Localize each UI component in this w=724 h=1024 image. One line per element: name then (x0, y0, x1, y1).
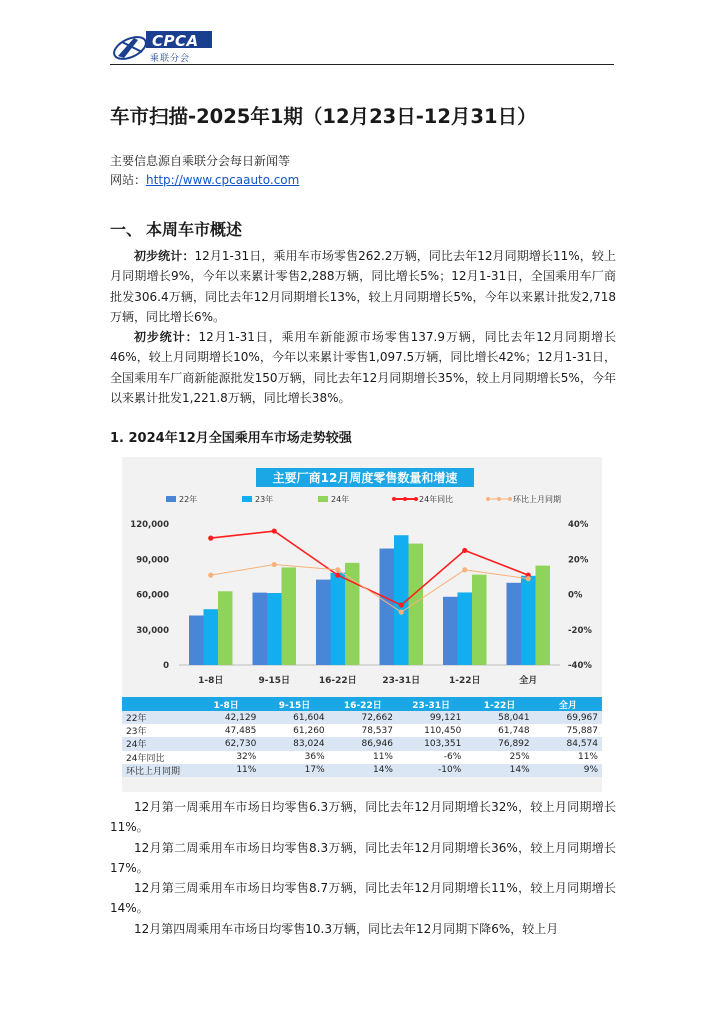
line-point (208, 536, 213, 541)
row-label: 23年 (122, 724, 192, 737)
bar-22年 (443, 597, 458, 665)
legend-swatch (318, 496, 328, 502)
legend-label: 24年 (331, 495, 350, 504)
table-cell: 14% (329, 764, 397, 777)
table-cell: 83,024 (260, 737, 328, 750)
table-cell: 86,946 (329, 737, 397, 750)
table-cell: 58,041 (465, 711, 533, 724)
y-tick-label: 90,000 (136, 555, 169, 566)
y-tick-label: 60,000 (136, 590, 169, 601)
overview-paragraph-retail (110, 246, 616, 327)
bar-22年 (316, 580, 331, 665)
row-label: 环比上月同期 (122, 764, 192, 777)
legend-swatch (242, 496, 252, 502)
legend-marker (403, 497, 407, 501)
table-cell: 78,537 (329, 724, 397, 737)
week-4-text: 12月第四周乘用车市场日均零售10.3万辆，同比去年12月同期下降6%，较上月 (134, 921, 559, 936)
section-title: 本周车市概述 (146, 220, 243, 239)
line-point (462, 567, 467, 572)
table-header-cell: 全月 (534, 697, 602, 711)
table-cell: 11% (534, 751, 602, 764)
table-header-row (122, 697, 602, 711)
legend-marker (508, 497, 512, 501)
table-header-cell: 9-15日 (260, 697, 328, 711)
chart-title: 主要厂商12月周度零售数量和增速 (272, 471, 458, 485)
table-cell: 99,121 (397, 711, 465, 724)
weekly-summary (110, 797, 616, 939)
table-cell: 76,892 (465, 737, 533, 750)
bar-22年 (253, 593, 268, 665)
table-cell: 11% (329, 751, 397, 764)
bar-24年 (472, 575, 487, 665)
table-cell: 75,887 (534, 724, 602, 737)
table-row (122, 737, 602, 750)
bar-23年 (521, 576, 536, 665)
table-cell: 36% (260, 751, 328, 764)
legend-label: 23年 (255, 495, 274, 504)
table-cell: 84,574 (534, 737, 602, 750)
overview-paragraph-nev (110, 327, 616, 408)
table-cell: 25% (465, 751, 533, 764)
line-point (208, 573, 213, 578)
y2-tick-label: 20% (568, 555, 589, 566)
table-row (122, 751, 602, 764)
table-cell: 47,485 (192, 724, 260, 737)
bar-22年 (380, 549, 395, 665)
table-cell: 62,730 (192, 737, 260, 750)
y-tick-label: 120,000 (130, 520, 169, 530)
source-line: 主要信息源自乘联分会每日新闻等 (110, 154, 291, 168)
bar-24年 (345, 563, 360, 665)
legend-marker (392, 497, 396, 501)
week-2-text: 12月第二周乘用车市场日均零售8.3万辆，同比去年12月同期增长36%，较上月同期增长17%。 (110, 840, 616, 875)
y-tick-label: 0 (163, 661, 169, 671)
x-tick-label: 1-8日 (198, 676, 224, 686)
y2-tick-label: 0% (568, 590, 583, 601)
x-tick-label: 9-15日 (258, 676, 291, 686)
subsection-heading: 1. 2024年12月全国乘用车市场走势较强 (110, 431, 352, 446)
bar-24年 (409, 544, 424, 665)
week-3-text: 12月第三周乘用车市场日均零售8.7万辆，同比去年12月同期增长11%，较上月同期增长14%。 (110, 881, 616, 916)
legend-marker (497, 497, 501, 501)
week-1-text: 12月第一周乘用车市场日均零售6.3万辆，同比去年12月同期增长32%，较上月同期增长11%。 (110, 800, 616, 835)
header-divider (110, 64, 614, 65)
website-link[interactable]: http://www.cpcaauto.com (146, 173, 300, 187)
legend-label: 环比上月同期 (513, 495, 561, 504)
table-cell: 32% (192, 751, 260, 764)
logo-subtitle: 乘联分会 (150, 54, 191, 64)
bar-23年 (204, 609, 219, 665)
bar-23年 (267, 593, 282, 665)
table-cell: 17% (260, 764, 328, 777)
website-label: 网站： (110, 173, 147, 187)
row-label: 22年 (122, 711, 192, 724)
table-cell: 11% (192, 764, 260, 777)
x-tick-label: 全月 (519, 676, 538, 686)
bar-23年 (331, 573, 346, 665)
line-point (462, 548, 467, 553)
legend-marker (414, 497, 418, 501)
table-cell: 103,351 (397, 737, 465, 750)
x-tick-label: 16-22日 (318, 676, 357, 686)
table-header-cell: 16-22日 (329, 697, 397, 711)
x-tick-label: 23-31日 (382, 676, 421, 686)
line-point (399, 610, 404, 615)
legend-swatch (166, 496, 176, 502)
row-label: 24年同比 (122, 751, 192, 764)
table-row (122, 764, 602, 777)
lead-label: 初步统计： (134, 249, 195, 263)
table-cell: 14% (465, 764, 533, 777)
logo-wordmark: CPCA (152, 32, 199, 50)
lead-label: 初步统计： (134, 330, 199, 345)
row-label: 24年 (122, 737, 192, 750)
table-cell: 42,129 (192, 711, 260, 724)
bar-24年 (282, 567, 297, 665)
page-title: 车市扫描-2025年1期（12月23日-12月31日） (110, 105, 537, 128)
table-cell: -10% (397, 764, 465, 777)
section-heading (110, 217, 242, 240)
table-row (122, 711, 602, 724)
legend-label: 24年同比 (419, 495, 454, 504)
bar-22年 (507, 583, 522, 665)
bar-22年 (189, 615, 204, 665)
table-cell: 9% (534, 764, 602, 777)
paragraph-text: 12月1-31日，乘用车新能源市场零售137.9万辆，同比去年12月同期增长46%，较上月同期增长10%，今年以来累计零售1,097.5万辆，同比增长42%；12月1-31日，全国乘用车厂商新能源批发150万辆，同比去年12月同期增长35%，较上月同期增长5%，今年以来累计批发1,221.8万辆，同比增长38%。 (110, 330, 616, 406)
table-cell: 61,260 (260, 724, 328, 737)
y2-tick-label: -20% (568, 625, 592, 636)
website-line (110, 171, 299, 189)
table-cell: 69,967 (534, 711, 602, 724)
y-tick-label: 30,000 (136, 625, 169, 636)
table-body (122, 711, 602, 777)
bar-24年 (218, 591, 233, 665)
bar-23年 (458, 592, 473, 665)
weekly-retail-chart (122, 457, 602, 697)
legend-label: 22年 (179, 495, 198, 504)
table-cell: 72,662 (329, 711, 397, 724)
table-header-cell: 23-31日 (397, 697, 465, 711)
x-tick-label: 1-22日 (448, 676, 481, 686)
table-cell: 110,450 (397, 724, 465, 737)
chart-figure (122, 457, 602, 792)
table-header-cell: 1-8日 (192, 697, 260, 711)
table-cell: 61,604 (260, 711, 328, 724)
y2-tick-label: -40% (568, 661, 592, 671)
section-number: 一、 (110, 220, 143, 239)
line-point (272, 562, 277, 567)
table-header-cell (122, 697, 192, 711)
table-cell: 61,748 (465, 724, 533, 737)
line-point (399, 602, 404, 607)
line-point (526, 576, 531, 581)
table-row (122, 724, 602, 737)
y2-tick-label: 40% (568, 520, 589, 530)
legend-marker (486, 497, 490, 501)
line-point (335, 573, 340, 578)
line-point (272, 528, 277, 533)
table-cell: -6% (397, 751, 465, 764)
bar-24年 (536, 566, 551, 665)
data-table (122, 697, 602, 777)
overview-text (110, 246, 616, 408)
table-header-cell: 1-22日 (465, 697, 533, 711)
line-point (335, 567, 340, 572)
paragraph-text: 12月1-31日，乘用车市场零售262.2万辆，同比去年12月同期增长11%，较上月同期增长9%，今年以来累计零售2,288万辆，同比增长5%；12月1-31日，全国乘用车厂商批发306.4万辆，同比去年12月同期增长13%，较上月同期增长5%，今年以来累计批发2,718万辆，同比增长6%。 (110, 249, 616, 324)
